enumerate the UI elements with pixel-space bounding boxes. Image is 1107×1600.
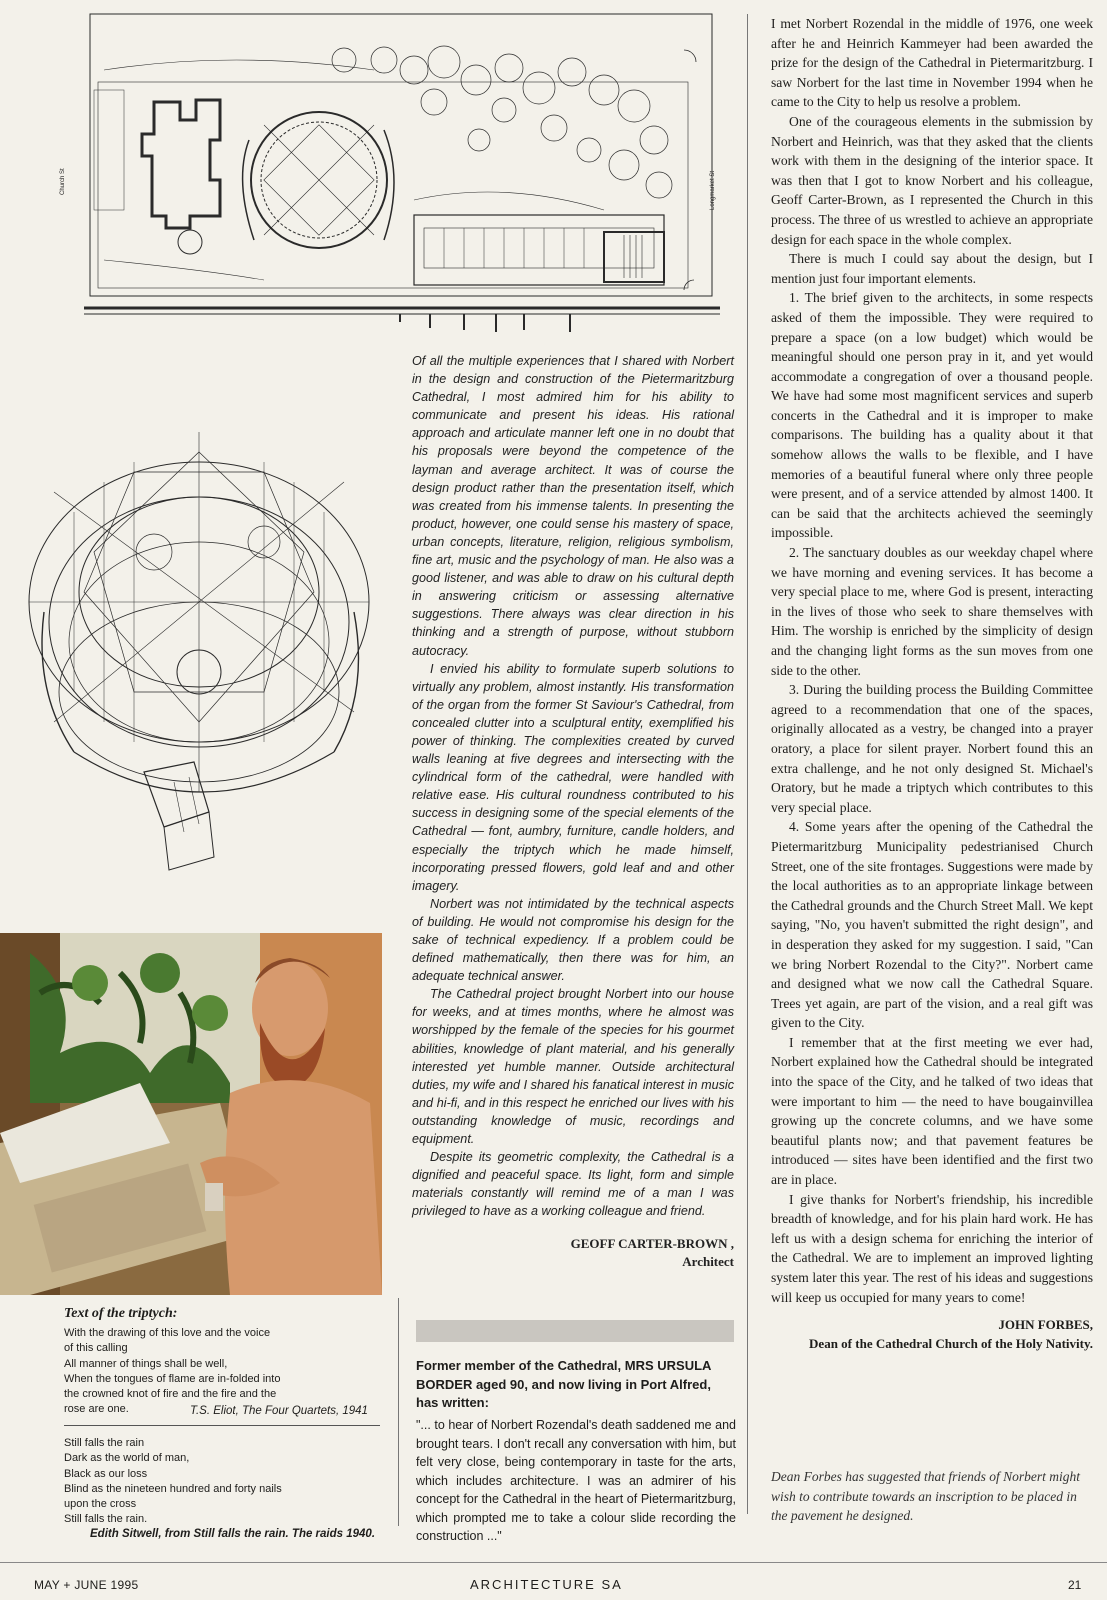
sitwell-poem — [64, 1436, 384, 1528]
forbes-paragraph: I met Norbert Rozendal in the middle of 1976, one week after he and Heinrich Kammeyer had been awarded the prize for the design of the Cathedral in Pietermaritzburg. I saw Norbert for the last time in November 1994 when he came to the City to help us resolve a problem. — [771, 16, 1093, 110]
magazine-name: ARCHITECTURE SA — [470, 1577, 623, 1592]
architect-photo — [0, 933, 382, 1295]
sitwell-citation: Edith Sitwell, from Still falls the rain. The raids 1940. — [90, 1528, 376, 1540]
john-forbes-column — [771, 14, 1093, 1353]
poem-line: All manner of things shall be well, — [64, 1357, 228, 1370]
forbes-paragraph: 3. During the building process the Building Committee agreed to a recommendation that one of the spaces, originally allocated as a vestry, be changed into a prayer oratory, a place for silent prayer. Norbert found this an extra challenge, and he not only designed St. Michael's Oratory, but he made a triptych which contributes to this very special place. — [771, 682, 1093, 815]
plan-street-right-label: Longmarket St — [710, 170, 716, 210]
forbes-paragraph: 4. Some years after the opening of the Cathedral the Pietermaritzburg Municipality pedestrianised Church Street, one of the site frontages. Suggestions were made by the local authorities as to an appropriate linkage between the Cathedral grounds and the Church Street Mall. We kept saying, "No, you haven't submitted the right design", and in desperation they asked for my suggestion. I said, "Can we bring Norbert Rozendal to the City?". Norbert came and designed what we now call the Cathedral Square. Trees yet again, are part of the vision, and a real gift was given to the City. — [771, 819, 1093, 1031]
poem-line: Still falls the rain. — [64, 1513, 148, 1526]
forbes-paragraph: I give thanks for Norbert's friendship, his incredible breadth of knowledge, and for his plain hard work. He has left us with a design schema for enriching the interior of the Cathedral. We are to implement an improved lighting system later this year. The rest of his ideas and suggestions will keep us occupied for many years to come! — [771, 1191, 1093, 1305]
ursula-heading: Former member of the Cathedral, MRS URSULA BORDER aged 90, and now living in Port Alfred, has written: — [416, 1358, 711, 1410]
forbes-paragraph: 2. The sanctuary doubles as our weekday chapel where we have morning and evening services. It has become a very special place to me, where God is present, interacting in the lives of those who seek to share themselves with Him. The worship is enriched by the simplicity of design and the changing light forms as the sun moves from one side to the other. — [771, 545, 1093, 678]
poem-line: With the drawing of this love and the voice — [64, 1327, 271, 1339]
page-number: 21 — [1068, 1578, 1082, 1592]
section-divider-bar — [416, 1320, 734, 1342]
forbes-paragraph: 1. The brief given to the architects, in some respects asked of them the impossible. They were required to prepare a space (on a low budget) which would be meaningful should one person pray in it, and yet would accommodate a congregation of over a thousand people. We have had some most magnificent services and superb concerts in the Cathedral and it is improper to make comparisons. The building has a quality about it that somehow allows the walls to be flexible, and I have memories of a beautiful funeral where only three people were present, and of a service attended by almost 1400. It can be said that the architects achieved the seemingly impossible. — [771, 290, 1093, 541]
geoff-paragraph: Despite its geometric complexity, the Cathedral is a dignified and peaceful space. Its light, form and simple materials constantly will remind me of a man I was privileged to have as a working colleague and friend. — [412, 1150, 734, 1219]
dean-note: Dean Forbes has suggested that friends of Norbert might wish to contribute towards an inscription to be placed in the pavement he designed. — [771, 1469, 1080, 1523]
poem-divider — [64, 1425, 380, 1426]
forbes-signature-role: Dean of the Cathedral Church of the Holy Nativity. — [809, 1336, 1093, 1352]
eliot-citation: T.S. Eliot, The Four Quartets, 1941 — [190, 1405, 368, 1417]
column-rule-right — [747, 14, 748, 1514]
triptych-title: Text of the triptych: — [64, 1306, 178, 1321]
poem-line: the crowned knot of fire and the fire and the — [64, 1388, 277, 1401]
poem-line: of this calling — [64, 1342, 128, 1355]
geoff-signature-role: Architect — [682, 1253, 734, 1269]
poem-line: Black as our loss — [64, 1467, 148, 1480]
poem-line: When the tongues of flame are in-folded into — [64, 1372, 281, 1385]
poem-line: Blind as the nineteen hundred and forty nails — [64, 1482, 282, 1495]
footer-rule — [0, 1562, 1107, 1563]
poem-line: Dark as the world of man, — [64, 1452, 190, 1465]
forbes-signature-name: JOHN FORBES, — [998, 1317, 1093, 1333]
ursula-quote: "... to hear of Norbert Rozendal's death saddened me and brought tears. I don't recall any conversation with him, but felt very close, being contemporary in taste for the arts, which includes architecture. I was an admirer of his concept for the Cathedral in the heart of Pietermaritzburg, which prompted me to take a colour slide recording the construction ..." — [416, 1418, 736, 1543]
axonometric-drawing — [14, 392, 376, 872]
poem-line: Still falls the rain — [64, 1437, 145, 1449]
geoff-paragraph: Of all the multiple experiences that I shared with Norbert in the design and construction of the Pietermaritzburg Cathedral, I most admired him for his ability to communicate and present his ideas. His rational approach and articulate manner left one in no doubt that his proposals were beyond the competence of the layman and average architect. It was of course the design product rather than the presentation itself, which was created from his immense talents. In presenting the product, however, one could sense his mastery of space, urban concepts, literature, religion, religious symbolism, fine art, music and the psychology of man. He also was a good listener, and was able to draw on his cultural depth in answering criticism or assessing alternative suggestions. There always was clear direction in his thinking and a strength of purpose, without stubborn autocracy. — [412, 354, 734, 658]
site-plan-drawing — [60, 10, 726, 340]
poem-line: upon the cross — [64, 1498, 137, 1511]
forbes-paragraph: There is much I could say about the design, but I mention just four important elements. — [771, 251, 1093, 286]
geoff-signature-name: GEOFF CARTER-BROWN , — [570, 1235, 734, 1251]
issue-date: MAY + JUNE 1995 — [34, 1578, 139, 1592]
geoff-tribute-column — [412, 352, 734, 1271]
plan-street-left-label: Church St — [60, 168, 66, 195]
geoff-paragraph: Norbert was not intimidated by the technical aspects of building. He would not compromise his design for the sake of technical expediency. If a problem could be defined mathematically, then there was for him, an adequate technical answer. — [412, 896, 734, 984]
geoff-paragraph: I envied his ability to formulate superb solutions to virtually any problem, almost instantly. His transformation of the organ from the former St Saviour's Cathedral, from concealed clutter into a sculptural entity, exemplified his power of thinking. The complexities created by curved walls leaning at five degrees and intersecting with the cylindrical form of the cathedral, were handled with relative ease. His cultural roundness contributed to his success in designing some of the special elements of the Cathedral — font, aumbry, furniture, candle holders, and especially the triptych which he made himself, incorporating pressed flowers, gold leaf and and other imagery. — [412, 661, 734, 893]
geoff-paragraph: The Cathedral project brought Norbert into our house for weeks, and at times months, where he almost was worshipped by the female of the species for his gourmet abilities, knowledge of plant material, and his generally interested yet humble manner. Outside architectural duties, my wife and I shared his fanatical interest in music and hi-fi, and in this respect he enriched our lives with his outstanding knowledge of music, recordings and equipment. — [412, 987, 734, 1147]
eliot-poem — [64, 1326, 384, 1418]
forbes-paragraph: I remember that at the first meeting we ever had, Norbert explained how the Cathedral should be integrated into the space of the City, and he talked of two ideas that were important to him — the need to have bougainvillea growing up the concrete columns, and we have some beautiful plants now; and that pavement features be introduced — sites have been identified and the first two are in place. — [771, 1034, 1093, 1188]
poem-line: rose are one. — [64, 1403, 129, 1416]
forbes-paragraph: One of the courageous elements in the submission by Norbert and Heinrich, was that they asked that the clients work with them in the designing of the interior space. It was then that I got to know Norbert and his colleague, Geoff Carter-Brown, as I represented the Church in this process. The three of us wrestled to achieve an appropriate design for each space in the whole complex. — [771, 113, 1093, 247]
column-rule-left — [398, 1298, 399, 1526]
